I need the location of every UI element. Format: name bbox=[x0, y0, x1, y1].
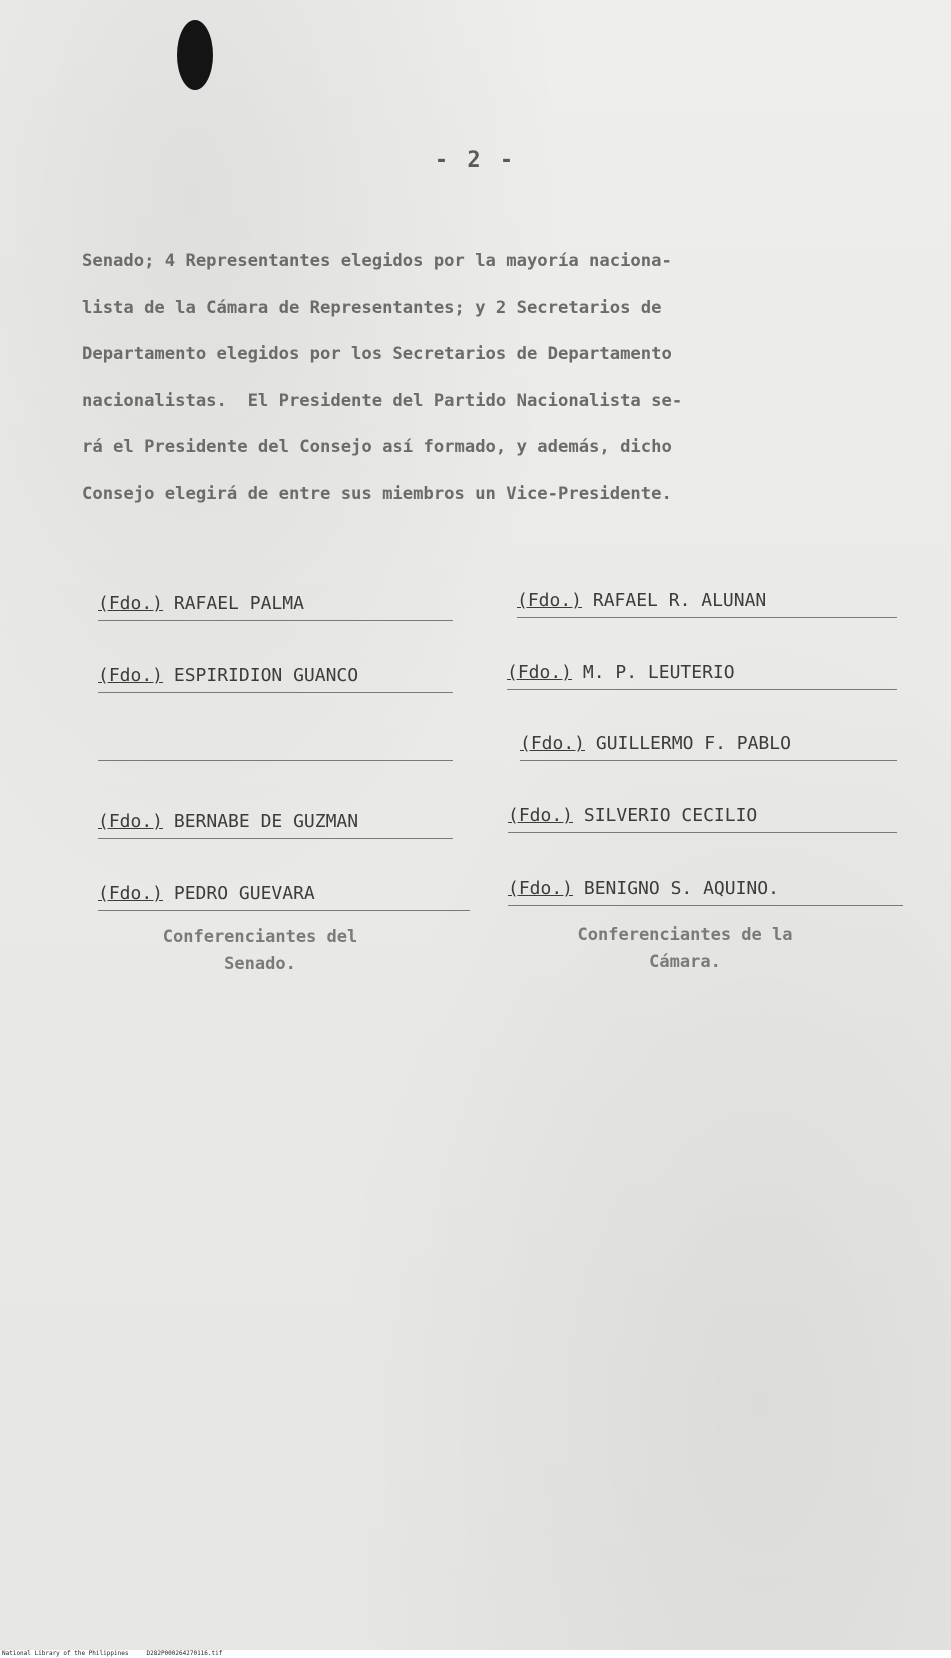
signature-prefix: (Fdo.) bbox=[520, 733, 586, 754]
body-line: Departamento elegidos por los Secretarios de Departamento bbox=[82, 344, 672, 364]
signatory-name: SILVERIO CECILIO bbox=[583, 805, 758, 826]
body-line: rá el Presidente del Consejo así formado, y además, dicho bbox=[82, 437, 672, 457]
signature-line bbox=[98, 880, 470, 911]
signature-line bbox=[507, 659, 897, 690]
signature-prefix: (Fdo.) bbox=[98, 811, 164, 832]
signature-line bbox=[508, 875, 903, 906]
signature-prefix: (Fdo.) bbox=[508, 878, 574, 899]
signature-line bbox=[98, 590, 453, 621]
signature-prefix: (Fdo.) bbox=[507, 662, 573, 683]
signature-line bbox=[98, 808, 453, 839]
signatory-name: M. P. LEUTERIO bbox=[582, 662, 735, 683]
body-line: Senado; 4 Representantes elegidos por la mayoría naciona- bbox=[82, 251, 672, 271]
signature-line bbox=[517, 587, 897, 618]
signature-line bbox=[520, 730, 897, 761]
signatory-name: RAFAEL PALMA bbox=[173, 593, 304, 614]
signatory-name: BERNABE DE GUZMAN bbox=[173, 811, 359, 832]
body-line: nacionalistas. El Presidente del Partido Nacionalista se- bbox=[82, 390, 683, 411]
signature-line bbox=[98, 730, 453, 761]
signature-prefix: (Fdo.) bbox=[98, 883, 164, 904]
signature-prefix: (Fdo.) bbox=[508, 805, 574, 826]
signature-line bbox=[508, 802, 897, 833]
punch-hole bbox=[177, 20, 213, 90]
signatory-name: RAFAEL R. ALUNAN bbox=[592, 590, 767, 611]
signatory-name: GUILLERMO F. PABLO bbox=[595, 733, 791, 754]
signature-line bbox=[98, 662, 453, 693]
signature-prefix: (Fdo.) bbox=[98, 593, 164, 614]
page-number: - 2 - bbox=[434, 148, 517, 173]
body-line: Consejo elegirá de entre sus miembros un Vice-Presidente. bbox=[82, 483, 672, 504]
senate-caption: Conferenciantes del Senado. bbox=[162, 927, 358, 974]
scan-footer: National Library of the Philippines D282P000264270116.tif bbox=[0, 1650, 951, 1658]
signatory-name: PEDRO GUEVARA bbox=[173, 883, 315, 904]
body-line: lista de la Cámara de Representantes; y 2 Secretarios de bbox=[82, 297, 662, 318]
signature-prefix: (Fdo.) bbox=[517, 590, 583, 611]
signature-prefix: (Fdo.) bbox=[98, 665, 164, 686]
signatory-name: BENIGNO S. AQUINO. bbox=[583, 878, 779, 899]
signatory-name: ESPIRIDION GUANCO bbox=[173, 665, 359, 686]
chamber-caption: Conferenciantes de la Cámara. bbox=[577, 925, 793, 972]
body-paragraph bbox=[82, 238, 912, 517]
